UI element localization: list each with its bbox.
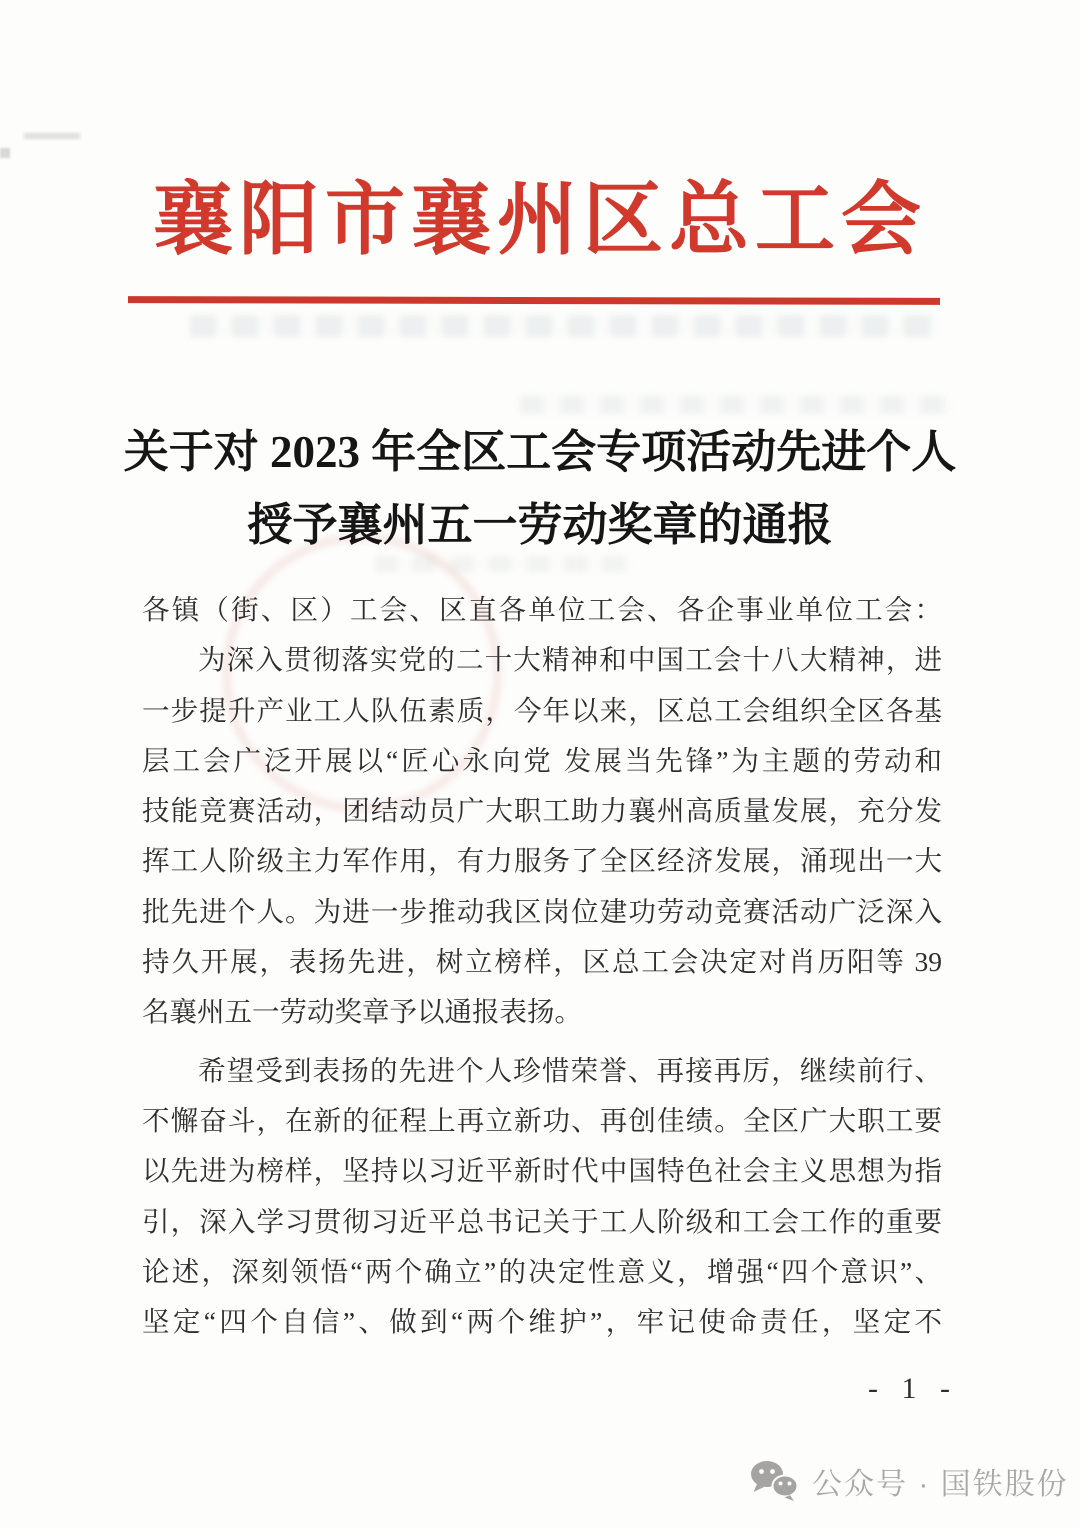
page-number: - 1 - xyxy=(868,1372,958,1405)
scan-artifact xyxy=(520,396,950,414)
body-line: 论述，深刻领悟“两个确立”的决定性意义，增强“四个意识”、 xyxy=(142,1255,942,1287)
scan-artifact xyxy=(190,315,940,337)
letterhead-org-name: 襄阳市襄州区总工会 xyxy=(153,177,927,265)
document-title-line1: 关于对 2023 年全区工会专项活动先进个人 xyxy=(123,427,957,477)
wechat-watermark xyxy=(748,1459,1069,1503)
document-body xyxy=(142,585,942,1347)
body-line: 名襄州五一劳动奖章予以通报表扬。 xyxy=(142,996,582,1028)
body-line: 持久开展，表扬先进，树立榜样，区总工会决定对肖历阳等 39 xyxy=(142,946,942,978)
body-line: 不懈奋斗，在新的征程上再立新功、再创佳绩。全区广大职工要 xyxy=(142,1104,942,1136)
wechat-watermark-text: 公众号 · 国铁股份 xyxy=(812,1468,1069,1501)
body-line: 坚定“四个自信”、做到“两个维护”，牢记使命责任，坚定不 xyxy=(142,1306,942,1338)
document-title-line2: 授予襄州五一劳动奖章的通报 xyxy=(247,500,833,550)
scan-artifact xyxy=(24,133,80,139)
body-line: 一步提升产业工人队伍素质，今年以来，区总工会组织全区各基 xyxy=(142,694,942,726)
wechat-icon xyxy=(748,1459,800,1503)
body-line: 为深入贯彻落实党的二十大精神和中国工会十八大精神，进 xyxy=(198,644,942,676)
letterhead-red-rule xyxy=(128,296,940,305)
body-line: 引，深入学习贯彻习近平总书记关于工人阶级和工会工作的重要 xyxy=(142,1205,942,1237)
body-line: 以先进为榜样，坚持以习近平新时代中国特色社会主义思想为指 xyxy=(142,1155,942,1187)
scan-artifact xyxy=(0,148,10,158)
body-line: 希望受到表扬的先进个人珍惜荣誉、再接再厉，继续前行、 xyxy=(198,1054,942,1086)
body-line: 挥工人阶级主力军作用，有力服务了全区经济发展，涌现出一大 xyxy=(142,845,942,877)
document-title xyxy=(90,416,990,562)
body-line-salutation: 各镇（街、区）工会、区直各单位工会、各企事业单位工会： xyxy=(142,594,942,625)
body-line: 技能竞赛活动，团结动员广大职工助力襄州高质量发展，充分发 xyxy=(142,795,942,827)
body-line: 批先进个人。为进一步推动我区岗位建功劳动竞赛活动广泛深入 xyxy=(142,895,942,927)
body-line: 层工会广泛开展以“匠心永向党 发展当先锋”为主题的劳动和 xyxy=(142,744,942,776)
